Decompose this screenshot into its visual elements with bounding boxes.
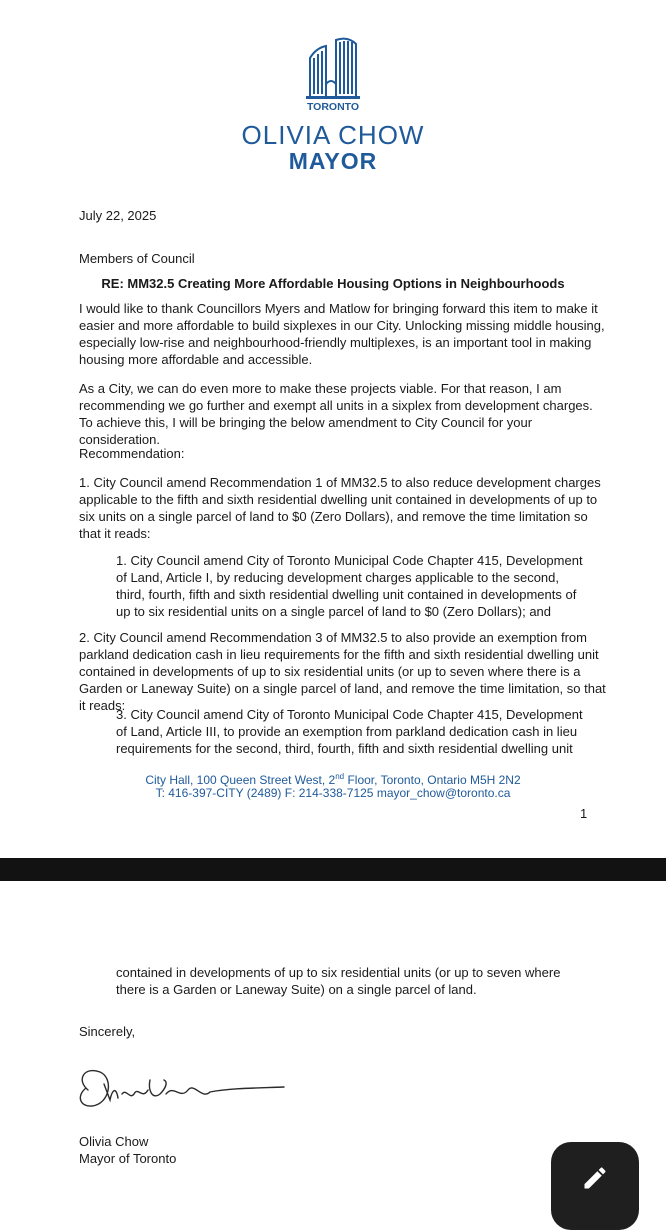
signer-name: Olivia Chow xyxy=(79,1134,149,1149)
recommendation-item-2-quote: 3. City Council amend City of Toronto Municipal Code Chapter 415, Development of Land, Article III, to provide an exemption from parkland dedication cash in lieu requirements for the second, third, fourth, fifth and sixth residential dwelling unit xyxy=(116,707,583,756)
toronto-city-hall-logo xyxy=(302,34,364,114)
page-number: 1 xyxy=(580,806,588,821)
recommendation-item-1-quote: 1. City Council amend City of Toronto Municipal Code Chapter 415, Development of Land, Article I, by reducing development charges applicable to the second, third, fourth, fifth and sixth residential dwelling unit contained in developments of up to six residential units on a single parcel of land to $0 (Zero Dollars); and xyxy=(116,553,583,619)
paragraph-1: I would like to thank Councillors Myers and Matlow for bringing forward this item to make it easier and more affordable to build sixplexes in our City. Unlocking missing middle housing, especially low-rise and neighbourhood-friendly multiplexes, is an important tool in making housing more affordable and accessible. xyxy=(79,301,605,367)
pencil-edit-icon xyxy=(581,1164,609,1192)
edit-fab-button[interactable] xyxy=(551,1142,639,1230)
recommendation-heading: Recommendation: xyxy=(79,446,185,461)
letter-subject: RE: MM32.5 Creating More Affordable Housing Options in Neighbourhoods xyxy=(101,276,565,291)
letter-recipient: Members of Council xyxy=(79,251,195,266)
signer-title: Mayor of Toronto xyxy=(79,1151,177,1166)
logo-wordmark: TORONTO xyxy=(306,101,360,113)
letter-date: July 22, 2025 xyxy=(79,208,157,223)
recommendation-item-2: 2. City Council amend Recommendation 3 of MM32.5 to also provide an exemption from parkland dedication cash in lieu requirements for the fifth and sixth residential dwelling unit contained in developments of up to six residential units (or up to seven where there is a Garden or Laneway Suite) on a single parcel of land, and remove the time limitation, so that it reads: xyxy=(79,630,606,713)
closing: Sincerely, xyxy=(79,1024,136,1039)
letterhead-name: OLIVIA CHOW xyxy=(241,120,425,150)
recommendation-item-2-quote-continued: contained in developments of up to six residential units (or up to seven where there is a Garden or Laneway Suite) on a single parcel of land. xyxy=(116,965,561,997)
page-separator xyxy=(0,858,666,881)
footer-contact: T: 416-397-CITY (2489) F: 214-338-7125 mayor_chow@toronto.ca xyxy=(155,786,511,800)
handwritten-signature xyxy=(70,1060,290,1116)
footer-address: City Hall, 100 Queen Street West, 2nd Floor, Toronto, Ontario M5H 2N2 xyxy=(145,772,521,787)
paragraph-2: As a City, we can do even more to make these projects viable. For that reason, I am recommending we go further and exempt all units in a sixplex from development charges. To achieve this, I will be bringing the below amendment to City Council for your consideration. xyxy=(79,381,593,447)
recommendation-item-1: 1. City Council amend Recommendation 1 of MM32.5 to also reduce development charges applicable to the fifth and sixth residential dwelling unit contained in developments of up to six units on a single parcel of land to $0 (Zero Dollars), and remove the time limitation so that it reads: xyxy=(79,475,601,541)
letterhead-title: MAYOR xyxy=(288,148,378,174)
